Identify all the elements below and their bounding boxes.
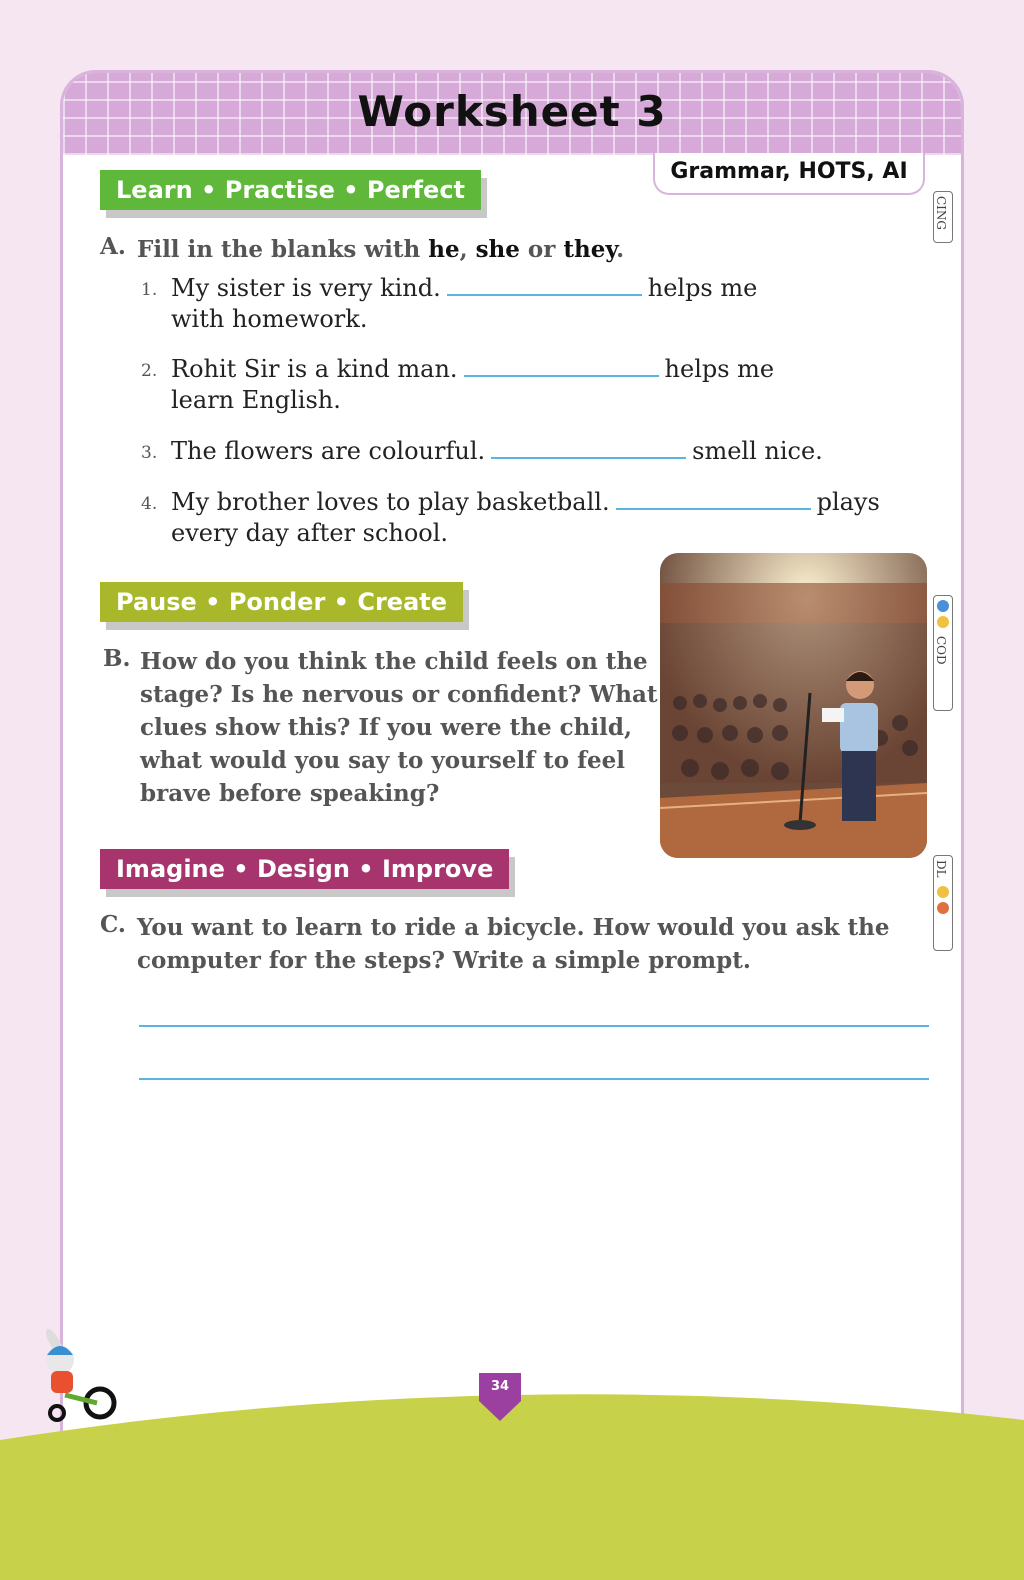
question-c bbox=[100, 911, 930, 981]
item-before: Rohit Sir is a kind man. bbox=[171, 355, 458, 383]
bulb-icon bbox=[937, 886, 949, 898]
instruction-text: Fill in the blanks with bbox=[137, 236, 429, 263]
question-text bbox=[137, 233, 624, 266]
question-b bbox=[103, 645, 663, 815]
item-number: 2. bbox=[141, 361, 158, 381]
page-number: 34 bbox=[490, 1379, 510, 1394]
bunny-tricycle-icon bbox=[25, 1325, 125, 1425]
question-line: computer for the steps? Write a simple prompt. bbox=[137, 947, 751, 974]
bulb-icon bbox=[937, 616, 949, 628]
side-tag-cing bbox=[933, 191, 953, 243]
question-a bbox=[100, 233, 900, 269]
list-item bbox=[141, 354, 901, 418]
item-line2: with homework. bbox=[171, 305, 368, 333]
side-tag-label: COD bbox=[934, 636, 948, 665]
worksheet-page bbox=[60, 70, 964, 1470]
answer-blank[interactable] bbox=[447, 276, 642, 296]
question-line: How do you think the child feels on the bbox=[140, 648, 648, 675]
topic-tab: Grammar, HOTS, AI bbox=[653, 153, 925, 195]
answer-line[interactable] bbox=[139, 1078, 929, 1080]
side-tag-label: DL bbox=[934, 860, 948, 878]
banner-learn-practise-perfect: Learn • Practise • Perfect bbox=[100, 170, 481, 210]
side-tag-dl bbox=[933, 855, 953, 951]
item-text bbox=[171, 487, 880, 518]
question-line: brave before speaking? bbox=[140, 780, 440, 807]
answer-line[interactable] bbox=[139, 1025, 929, 1027]
item-before: My brother loves to play basketball. bbox=[171, 488, 610, 516]
word-she: she bbox=[475, 236, 520, 263]
question-text bbox=[137, 911, 889, 977]
item-number: 4. bbox=[141, 494, 158, 514]
rocket-icon bbox=[937, 902, 949, 914]
period: . bbox=[616, 236, 625, 263]
list-item bbox=[141, 436, 901, 470]
stage-photo bbox=[660, 553, 927, 858]
item-after: plays bbox=[816, 488, 880, 516]
item-text bbox=[171, 354, 774, 385]
item-line2: learn English. bbox=[171, 386, 341, 414]
list-item bbox=[141, 273, 901, 337]
item-before: My sister is very kind. bbox=[171, 274, 441, 302]
question-line: clues show this? If you were the child, bbox=[140, 714, 632, 741]
item-after: helps me bbox=[664, 355, 775, 383]
page-number-badge bbox=[479, 1373, 521, 1403]
globe-icon bbox=[937, 600, 949, 612]
item-text bbox=[171, 273, 757, 304]
question-line: You want to learn to ride a bicycle. How would you ask the bbox=[137, 914, 890, 941]
answer-blank[interactable] bbox=[616, 490, 811, 510]
question-line: stage? Is he nervous or confident? What bbox=[140, 681, 658, 708]
separator: or bbox=[519, 236, 564, 263]
question-letter: B. bbox=[103, 645, 131, 672]
list-item bbox=[141, 487, 921, 551]
item-line2: every day after school. bbox=[171, 519, 449, 547]
word-they: they bbox=[563, 236, 617, 263]
item-before: The flowers are colourful. bbox=[171, 437, 486, 465]
question-text bbox=[140, 645, 658, 810]
item-after: smell nice. bbox=[692, 437, 823, 465]
item-text bbox=[171, 436, 823, 467]
side-tag-label: CING bbox=[934, 196, 948, 231]
separator: , bbox=[459, 236, 476, 263]
banner-pause-ponder-create: Pause • Ponder • Create bbox=[100, 582, 463, 622]
page-title: Worksheet 3 bbox=[357, 87, 667, 136]
item-after: helps me bbox=[647, 274, 758, 302]
side-tag-cod bbox=[933, 595, 953, 711]
question-letter: A. bbox=[100, 233, 126, 260]
word-he: he bbox=[428, 236, 460, 263]
answer-blank[interactable] bbox=[464, 357, 659, 377]
item-number: 3. bbox=[141, 443, 158, 463]
item-number: 1. bbox=[141, 280, 158, 300]
answer-blank[interactable] bbox=[491, 439, 686, 459]
question-letter: C. bbox=[100, 911, 126, 938]
banner-imagine-design-improve: Imagine • Design • Improve bbox=[100, 849, 509, 889]
question-line: what would you say to yourself to feel bbox=[140, 747, 626, 774]
